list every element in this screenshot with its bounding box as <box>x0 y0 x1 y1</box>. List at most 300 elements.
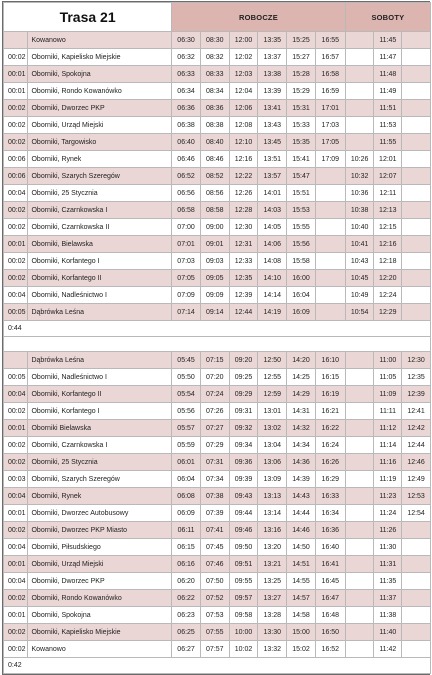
saturday-departure: 12:42 <box>402 420 431 437</box>
saturday-departure <box>345 117 374 134</box>
weekday-departure: 13:35 <box>258 32 287 49</box>
saturday-departure: 12:24 <box>374 287 402 304</box>
time-offset: 00:02 <box>4 454 28 471</box>
weekday-departure: 16:57 <box>315 49 345 66</box>
saturday-departure <box>345 505 374 522</box>
weekday-departure <box>315 253 345 270</box>
saturday-departure: 11:11 <box>374 403 402 420</box>
timetable-row <box>4 522 431 539</box>
weekday-departure: 07:15 <box>200 352 229 369</box>
stop-name: Oborniki, Dworzec PKP Miasto <box>28 522 172 539</box>
block-spacer <box>4 337 431 352</box>
stop-name: Oborniki, Korfantego I <box>28 253 172 270</box>
timetable-row <box>4 168 431 185</box>
saturday-departure: 11:45 <box>374 32 402 49</box>
weekday-departure: 07:29 <box>200 437 229 454</box>
timetable-row <box>4 304 431 321</box>
weekday-departure: 16:36 <box>315 522 345 539</box>
saturday-departure: 12:07 <box>374 168 402 185</box>
weekday-departure: 13:20 <box>258 539 287 556</box>
time-offset: 00:04 <box>4 185 28 202</box>
weekday-departure: 08:32 <box>200 49 229 66</box>
weekday-departure: 07:46 <box>200 556 229 573</box>
timetable-row <box>4 253 431 270</box>
weekday-departure: 15:55 <box>287 219 316 236</box>
time-offset: 00:01 <box>4 420 28 437</box>
weekday-departure: 15:31 <box>287 100 316 117</box>
saturday-departure: 12:13 <box>374 202 402 219</box>
weekday-departure: 13:30 <box>258 624 287 641</box>
time-offset: 00:01 <box>4 236 28 253</box>
weekday-departure: 06:08 <box>172 488 201 505</box>
saturday-departure: 12:49 <box>402 471 431 488</box>
weekday-departure: 09:39 <box>229 471 258 488</box>
saturday-departure <box>345 624 374 641</box>
weekday-departure: 06:58 <box>172 202 201 219</box>
stop-name: Oborniki, Nadleśnictwo I <box>28 369 172 386</box>
weekday-departure: 07:34 <box>200 471 229 488</box>
weekday-departure: 06:09 <box>172 505 201 522</box>
weekday-departure <box>315 304 345 321</box>
weekday-departure: 13:27 <box>258 590 287 607</box>
stop-name: Oborniki, Nadleśnictwo I <box>28 287 172 304</box>
weekday-departure: 13:41 <box>258 100 287 117</box>
timetable-row <box>4 573 431 590</box>
weekday-departure: 16:29 <box>315 471 345 488</box>
timetable-row <box>4 202 431 219</box>
timetable-row <box>4 624 431 641</box>
weekday-departure: 15:28 <box>287 66 316 83</box>
saturday-departure: 12:53 <box>402 488 431 505</box>
time-offset: 00:05 <box>4 369 28 386</box>
weekday-departure: 06:33 <box>172 66 201 83</box>
weekday-departure: 16:58 <box>315 66 345 83</box>
weekday-departure: 16:34 <box>315 505 345 522</box>
weekday-departure: 07:55 <box>200 624 229 641</box>
saturday-departure <box>402 117 431 134</box>
weekday-departure: 09:55 <box>229 573 258 590</box>
saturday-departure <box>345 573 374 590</box>
weekday-departure: 15:58 <box>287 253 316 270</box>
saturday-departure <box>402 253 431 270</box>
header-row <box>4 3 431 32</box>
saturday-departure: 12:44 <box>402 437 431 454</box>
weekday-departure: 16:24 <box>315 437 345 454</box>
weekday-departure: 14:29 <box>287 386 316 403</box>
time-offset: 00:01 <box>4 83 28 100</box>
saturday-departure: 11:48 <box>374 66 402 83</box>
weekday-departure: 13:06 <box>258 454 287 471</box>
time-offset: 00:02 <box>4 270 28 287</box>
weekday-departure: 14:58 <box>287 607 316 624</box>
time-offset <box>4 352 28 369</box>
saturday-departure <box>402 83 431 100</box>
saturday-departure <box>402 270 431 287</box>
timetable-row <box>4 369 431 386</box>
weekday-departure: 16:15 <box>315 369 345 386</box>
timetable-row <box>4 505 431 522</box>
weekday-departure: 14:05 <box>258 219 287 236</box>
saturday-departure <box>402 151 431 168</box>
saturday-departure <box>402 168 431 185</box>
weekday-departure: 13:38 <box>258 66 287 83</box>
weekday-departure: 07:50 <box>200 573 229 590</box>
weekday-departure: 15:33 <box>287 117 316 134</box>
time-offset: 00:01 <box>4 66 28 83</box>
stop-name: Oborniki, Szarych Szeregów <box>28 168 172 185</box>
weekday-departure: 16:19 <box>315 386 345 403</box>
weekday-departure: 13:04 <box>258 437 287 454</box>
weekday-departure: 12:30 <box>229 219 258 236</box>
weekday-departure: 14:44 <box>287 505 316 522</box>
weekday-departure: 09:58 <box>229 607 258 624</box>
stop-name: Oborniki, Targowisko <box>28 134 172 151</box>
weekday-departure: 09:34 <box>229 437 258 454</box>
weekday-departure: 16:21 <box>315 403 345 420</box>
time-offset: 00:05 <box>4 304 28 321</box>
weekday-departure: 14:43 <box>287 488 316 505</box>
weekday-departure: 14:20 <box>287 352 316 369</box>
saturday-departure: 11:42 <box>374 641 402 658</box>
weekday-departure: 16:48 <box>315 607 345 624</box>
saturday-departure: 11:53 <box>374 117 402 134</box>
timetable-row <box>4 420 431 437</box>
saturday-departure: 12:54 <box>402 505 431 522</box>
saturday-departure: 10:40 <box>345 219 374 236</box>
weekday-departure: 07:00 <box>172 219 201 236</box>
weekday-departure: 05:50 <box>172 369 201 386</box>
weekday-departure: 12:44 <box>229 304 258 321</box>
weekday-departure: 16:40 <box>315 539 345 556</box>
weekday-departure: 15:00 <box>287 624 316 641</box>
weekday-departure: 12:33 <box>229 253 258 270</box>
weekday-departure: 12:06 <box>229 100 258 117</box>
weekday-departure: 15:25 <box>287 32 316 49</box>
weekday-departure: 05:54 <box>172 386 201 403</box>
weekday-departure: 13:39 <box>258 83 287 100</box>
weekday-departure: 12:59 <box>258 386 287 403</box>
saturday-departure <box>345 641 374 658</box>
weekday-departure: 16:00 <box>287 270 316 287</box>
weekday-departure: 06:15 <box>172 539 201 556</box>
weekday-departure: 12:26 <box>229 185 258 202</box>
weekday-departure: 06:30 <box>172 32 201 49</box>
weekday-departure: 13:01 <box>258 403 287 420</box>
weekday-departure: 07:57 <box>200 641 229 658</box>
saturday-departure: 12:41 <box>402 403 431 420</box>
timetable-row <box>4 151 431 168</box>
weekday-departure: 14:25 <box>287 369 316 386</box>
saturday-departure <box>402 590 431 607</box>
weekday-departure <box>315 168 345 185</box>
saturday-departure <box>345 49 374 66</box>
stop-name: Oborniki, Czarnkowska I <box>28 437 172 454</box>
saturday-departure: 12:16 <box>374 236 402 253</box>
weekday-departure: 12:31 <box>229 236 258 253</box>
weekday-departure: 14:03 <box>258 202 287 219</box>
time-offset: 00:02 <box>4 522 28 539</box>
timetable-row <box>4 471 431 488</box>
weekday-departure: 06:34 <box>172 83 201 100</box>
weekday-departure: 09:29 <box>229 386 258 403</box>
weekday-departure: 09:01 <box>200 236 229 253</box>
saturday-departure <box>402 641 431 658</box>
saturday-departure: 11:26 <box>374 522 402 539</box>
duration-row <box>4 321 431 337</box>
timetable-row <box>4 607 431 624</box>
weekday-departure: 10:02 <box>229 641 258 658</box>
weekday-departure: 14:36 <box>287 454 316 471</box>
weekday-departure: 05:45 <box>172 352 201 369</box>
weekday-departure: 16:09 <box>287 304 316 321</box>
weekday-departure: 09:31 <box>229 403 258 420</box>
time-offset: 00:01 <box>4 556 28 573</box>
weekday-departure: 16:10 <box>315 352 345 369</box>
saturday-departure <box>402 134 431 151</box>
weekday-departure: 07:05 <box>172 270 201 287</box>
weekday-departure: 17:09 <box>315 151 345 168</box>
saturday-departure: 11:30 <box>374 539 402 556</box>
saturday-departure <box>402 522 431 539</box>
total-duration: 0:44 <box>4 321 431 337</box>
stop-name: Oborniki, Rynek <box>28 488 172 505</box>
saturday-departure: 12:20 <box>374 270 402 287</box>
weekday-departure: 14:39 <box>287 471 316 488</box>
duration-row <box>4 658 431 674</box>
weekday-departure: 14:14 <box>258 287 287 304</box>
weekday-departure: 15:41 <box>287 151 316 168</box>
stop-name: Oborniki, Dworzec Autobusowy <box>28 505 172 522</box>
timetable-row <box>4 66 431 83</box>
stop-name: Oborniki, Bielawska <box>28 236 172 253</box>
stop-name: Oborniki, Spokojna <box>28 607 172 624</box>
time-offset: 00:02 <box>4 49 28 66</box>
time-offset: 00:04 <box>4 488 28 505</box>
weekday-departure: 15:35 <box>287 134 316 151</box>
weekday-departure: 16:55 <box>315 32 345 49</box>
time-offset: 00:04 <box>4 539 28 556</box>
weekday-departure: 06:56 <box>172 185 201 202</box>
time-offset: 00:01 <box>4 607 28 624</box>
weekday-departure: 07:24 <box>200 386 229 403</box>
weekday-departure: 12:00 <box>229 32 258 49</box>
weekday-departure <box>315 236 345 253</box>
weekday-departure: 06:23 <box>172 607 201 624</box>
stop-name: Kowanowo <box>28 641 172 658</box>
saturday-departure <box>345 454 374 471</box>
weekday-departure: 13:57 <box>258 168 287 185</box>
time-offset: 00:06 <box>4 151 28 168</box>
weekday-departure: 16:26 <box>315 454 345 471</box>
time-offset: 00:03 <box>4 471 28 488</box>
saturday-departure: 10:54 <box>345 304 374 321</box>
weekday-departure: 14:10 <box>258 270 287 287</box>
stop-name: Oborniki, Czarnkowska I <box>28 202 172 219</box>
weekday-departure: 08:38 <box>200 117 229 134</box>
weekday-departure: 13:21 <box>258 556 287 573</box>
timetable-row <box>4 454 431 471</box>
weekday-departure: 06:36 <box>172 100 201 117</box>
weekday-departure: 09:50 <box>229 539 258 556</box>
saturday-departure <box>402 624 431 641</box>
saturday-departure <box>402 236 431 253</box>
weekday-departure: 08:46 <box>200 151 229 168</box>
saturday-departure <box>402 287 431 304</box>
saturday-departure: 11:09 <box>374 386 402 403</box>
weekday-departure: 09:57 <box>229 590 258 607</box>
saturday-departure <box>402 304 431 321</box>
saturday-departure <box>402 202 431 219</box>
weekday-departure: 07:52 <box>200 590 229 607</box>
saturday-departure <box>345 590 374 607</box>
weekday-departure: 13:13 <box>258 488 287 505</box>
stop-name: Oborniki, Rondo Kowanówko <box>28 590 172 607</box>
weekday-departure: 09:43 <box>229 488 258 505</box>
saturday-departure <box>345 420 374 437</box>
weekday-departure: 12:16 <box>229 151 258 168</box>
saturday-departure <box>402 100 431 117</box>
stop-name: Oborniki, Piłsudskiego <box>28 539 172 556</box>
time-offset: 00:02 <box>4 202 28 219</box>
saturday-departure <box>345 437 374 454</box>
saturday-departure: 11:40 <box>374 624 402 641</box>
weekday-departure <box>315 270 345 287</box>
weekday-departure: 08:52 <box>200 168 229 185</box>
weekday-departure: 07:39 <box>200 505 229 522</box>
weekday-departure: 09:25 <box>229 369 258 386</box>
time-offset: 00:02 <box>4 590 28 607</box>
stop-name: Dąbrówka Leśna <box>28 352 172 369</box>
saturday-departure: 11:19 <box>374 471 402 488</box>
weekday-departure: 09:14 <box>200 304 229 321</box>
timetable-row <box>4 352 431 369</box>
stop-name: Oborniki, Kapielisko Miejskie <box>28 624 172 641</box>
saturday-departure <box>345 369 374 386</box>
timetable-row <box>4 83 431 100</box>
timetable-row <box>4 134 431 151</box>
stop-name: Oborniki, Korfantego I <box>28 403 172 420</box>
timetable-row <box>4 641 431 658</box>
saturday-departure: 11:12 <box>374 420 402 437</box>
weekday-departure: 13:32 <box>258 641 287 658</box>
stop-name: Oborniki, 25 Stycznia <box>28 454 172 471</box>
weekday-departure: 12:28 <box>229 202 258 219</box>
saturday-departure: 12:15 <box>374 219 402 236</box>
weekday-departure <box>315 287 345 304</box>
weekday-departure: 06:22 <box>172 590 201 607</box>
timetable-row <box>4 185 431 202</box>
weekdays-header: ROBOCZE <box>172 3 346 32</box>
stop-name: Oborniki, Korfantego II <box>28 386 172 403</box>
saturday-departure: 10:36 <box>345 185 374 202</box>
saturday-departure <box>345 539 374 556</box>
weekday-departure: 07:14 <box>172 304 201 321</box>
weekday-departure: 16:50 <box>315 624 345 641</box>
weekday-departure <box>315 219 345 236</box>
weekday-departure: 13:25 <box>258 573 287 590</box>
saturday-departure <box>345 488 374 505</box>
saturday-departure: 12:30 <box>402 352 431 369</box>
stop-name: Oborniki, 25 Stycznia <box>28 185 172 202</box>
weekday-departure: 06:01 <box>172 454 201 471</box>
saturday-departure: 11:49 <box>374 83 402 100</box>
weekday-departure: 14:57 <box>287 590 316 607</box>
saturday-departure: 12:01 <box>374 151 402 168</box>
saturday-departure: 11:55 <box>374 134 402 151</box>
weekday-departure: 14:51 <box>287 556 316 573</box>
weekday-departure: 15:51 <box>287 185 316 202</box>
stop-name: Oborniki, Kapielisko Miejskie <box>28 49 172 66</box>
saturday-departure <box>402 573 431 590</box>
timetable-row <box>4 270 431 287</box>
timetable-row <box>4 219 431 236</box>
weekday-departure: 07:01 <box>172 236 201 253</box>
stop-name: Oborniki, Czarnkowska II <box>28 219 172 236</box>
timetable-row <box>4 287 431 304</box>
weekday-departure: 08:34 <box>200 83 229 100</box>
weekday-departure: 15:27 <box>287 49 316 66</box>
weekday-departure: 12:50 <box>258 352 287 369</box>
weekday-departure: 15:29 <box>287 83 316 100</box>
timetable-row <box>4 590 431 607</box>
weekday-departure: 14:55 <box>287 573 316 590</box>
weekday-departure: 13:28 <box>258 607 287 624</box>
weekday-departure: 09:32 <box>229 420 258 437</box>
stop-name: Oborniki, Dworzec PKP <box>28 573 172 590</box>
weekday-departure <box>315 185 345 202</box>
saturday-departure: 11:38 <box>374 607 402 624</box>
time-offset <box>4 32 28 49</box>
saturday-departure: 10:43 <box>345 253 374 270</box>
saturday-departure: 10:38 <box>345 202 374 219</box>
saturday-departure <box>345 100 374 117</box>
weekday-departure: 12:35 <box>229 270 258 287</box>
weekday-departure: 12:04 <box>229 83 258 100</box>
saturday-departure: 12:29 <box>374 304 402 321</box>
weekday-departure <box>315 202 345 219</box>
weekday-departure: 16:52 <box>315 641 345 658</box>
weekday-departure: 06:04 <box>172 471 201 488</box>
weekday-departure: 17:05 <box>315 134 345 151</box>
stop-name: Oborniki, Urząd Miejski <box>28 117 172 134</box>
weekday-departure: 08:36 <box>200 100 229 117</box>
weekday-departure: 14:32 <box>287 420 316 437</box>
time-offset: 00:02 <box>4 117 28 134</box>
weekday-departure: 07:03 <box>172 253 201 270</box>
timetable-row <box>4 539 431 556</box>
timetable-row <box>4 386 431 403</box>
weekday-departure: 06:27 <box>172 641 201 658</box>
time-offset: 00:04 <box>4 573 28 590</box>
time-offset: 00:02 <box>4 219 28 236</box>
weekday-departure: 14:08 <box>258 253 287 270</box>
weekday-departure: 07:38 <box>200 488 229 505</box>
weekday-departure: 13:14 <box>258 505 287 522</box>
time-offset: 00:06 <box>4 168 28 185</box>
weekday-departure: 15:02 <box>287 641 316 658</box>
saturday-departure <box>402 49 431 66</box>
stop-name: Kowanowo <box>28 32 172 49</box>
weekday-departure: 07:27 <box>200 420 229 437</box>
weekday-departure: 09:03 <box>200 253 229 270</box>
weekday-departure: 09:36 <box>229 454 258 471</box>
weekday-departure: 13:02 <box>258 420 287 437</box>
weekday-departure: 14:31 <box>287 403 316 420</box>
weekday-departure: 14:34 <box>287 437 316 454</box>
weekday-departure: 05:59 <box>172 437 201 454</box>
saturday-departure <box>345 352 374 369</box>
saturday-departure: 12:39 <box>402 386 431 403</box>
